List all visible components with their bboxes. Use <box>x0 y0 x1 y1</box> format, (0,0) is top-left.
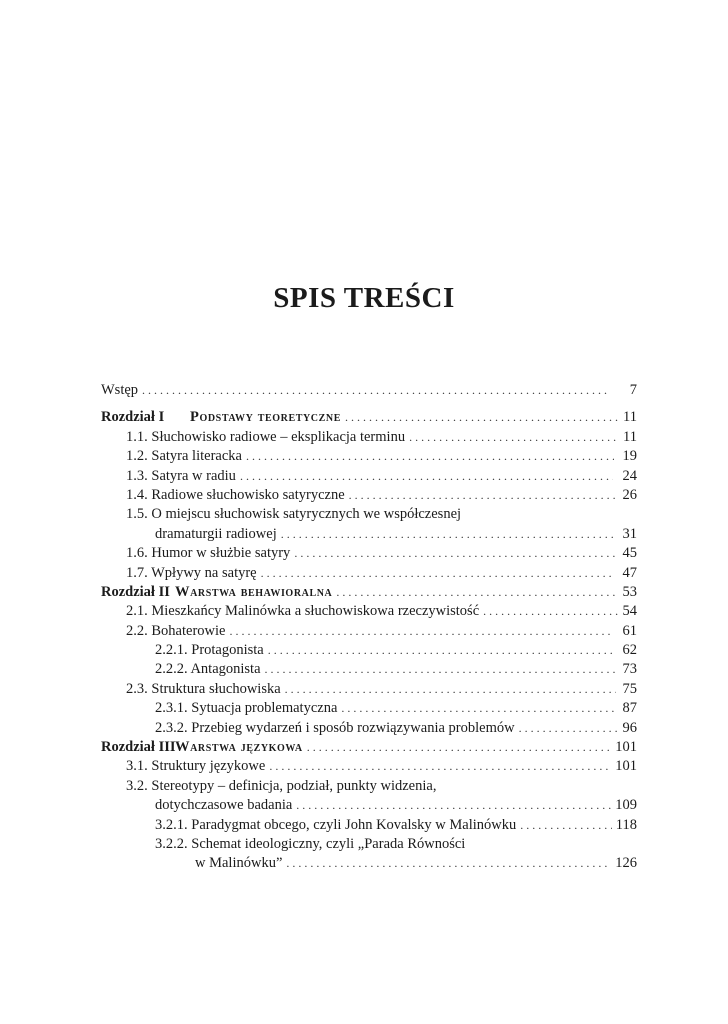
chapter-label: Rozdział II <box>101 583 170 600</box>
table-of-contents <box>101 381 637 874</box>
toc-page-number: 31 <box>622 525 637 542</box>
toc-entry-label: 2.3.1. Sytuacja problematyczna <box>155 700 338 717</box>
leader-dots <box>519 719 619 738</box>
toc-entry-1-2[interactable] <box>101 447 637 466</box>
toc-entry-label: 1.4. Radiowe słuchowisko satyryczne <box>126 486 345 503</box>
chapter-label: Rozdział I <box>101 409 165 426</box>
toc-page-number: 75 <box>622 680 637 697</box>
toc-page-number: 101 <box>615 739 637 756</box>
toc-page-number: 53 <box>622 583 637 600</box>
toc-entry-label-continued: dramaturgii radiowej <box>155 525 277 542</box>
toc-entry-2-3-2[interactable] <box>101 719 637 738</box>
leader-dots <box>229 622 612 641</box>
toc-entry-2-3[interactable] <box>101 680 637 699</box>
toc-chapter-3[interactable] <box>101 738 637 757</box>
leader-dots <box>520 816 612 835</box>
toc-entry-label: 2.1. Mieszkańcy Malinówka a słuchowiskowa rzeczywistość <box>126 603 480 620</box>
toc-entry-2-2[interactable] <box>101 622 637 641</box>
toc-entry-label: 3.2. Stereotypy – definicja, podział, punkty widzenia, <box>126 777 437 794</box>
toc-page-number: 7 <box>629 381 637 398</box>
leader-dots <box>409 428 619 447</box>
toc-entry-label: 1.5. O miejscu słuchowisk satyrycznych we współczesnej <box>126 506 462 523</box>
toc-entry-3-2-2-line2[interactable] <box>101 854 637 873</box>
toc-entry-1-4[interactable] <box>101 486 637 505</box>
chapter-title: Warstwa językowa <box>175 739 303 756</box>
toc-entry-label: 1.1. Słuchowisko radiowe – eksplikacja terminu <box>126 428 406 445</box>
toc-page-number: 47 <box>622 564 637 581</box>
toc-entry-label: 2.2.1. Protagonista <box>155 642 264 659</box>
toc-chapter-1[interactable] <box>101 408 637 427</box>
toc-page-number: 101 <box>615 758 637 775</box>
toc-entry-label: 2.3. Struktura słuchowiska <box>126 680 281 697</box>
chapter-title: Podstawy teoretyczne <box>190 409 341 426</box>
toc-page-number: 11 <box>623 428 637 445</box>
toc-entry-label: 2.3.2. Przebieg wydarzeń i sposób rozwiązywania problemów <box>155 719 515 736</box>
leader-dots <box>345 408 619 427</box>
toc-entry-3-2-1[interactable] <box>101 816 637 835</box>
toc-entry-label: Wstęp <box>101 381 139 398</box>
toc-page-number: 11 <box>623 409 637 426</box>
chapter-title: Warstwa behawioralna <box>175 583 333 600</box>
leader-dots <box>265 660 615 679</box>
toc-entry-label: 3.1. Struktury językowe <box>126 758 266 775</box>
toc-page-number: 126 <box>615 855 637 872</box>
leader-dots <box>296 796 611 815</box>
toc-entry-3-2-line1[interactable] <box>101 777 637 796</box>
leader-dots <box>269 757 611 776</box>
leader-dots <box>261 564 615 583</box>
leader-dots <box>240 467 613 486</box>
toc-page-number: 109 <box>615 797 637 814</box>
leader-dots <box>307 738 612 757</box>
toc-page-number: 19 <box>622 448 637 465</box>
toc-entry-label-continued: dotychczasowe badania <box>155 797 293 814</box>
toc-entry-label: 1.7. Wpływy na satyrę <box>126 564 257 581</box>
toc-entry-2-2-2[interactable] <box>101 660 637 679</box>
page-title: SPIS TREŚCI <box>273 282 455 314</box>
toc-entry-label: 2.2.2. Antagonista <box>155 661 261 678</box>
leader-dots <box>142 381 608 400</box>
toc-entry-2-3-1[interactable] <box>101 699 637 718</box>
leader-dots <box>341 699 618 718</box>
toc-entry-3-2-line2[interactable] <box>101 796 637 815</box>
toc-page-number: 45 <box>622 545 637 562</box>
leader-dots <box>246 447 614 466</box>
toc-page-number: 87 <box>622 700 637 717</box>
toc-entry-label: 2.2. Bohaterowie <box>126 622 226 639</box>
toc-entry-label: 3.2.2. Schemat ideologiczny, czyli „Parada Równości <box>155 835 466 852</box>
toc-entry-3-2-2-line1[interactable] <box>101 835 637 854</box>
toc-page-number: 96 <box>622 719 637 736</box>
toc-page-number: 26 <box>622 486 637 503</box>
toc-entry-label: 1.3. Satyra w radiu <box>126 467 236 484</box>
toc-entry-intro[interactable] <box>101 381 637 400</box>
leader-dots <box>286 854 611 873</box>
leader-dots <box>281 525 616 544</box>
toc-page-number: 24 <box>622 467 637 484</box>
toc-entry-1-1[interactable] <box>101 428 637 447</box>
toc-page-number: 73 <box>622 661 637 678</box>
leader-dots <box>294 544 616 563</box>
toc-entry-2-2-1[interactable] <box>101 641 637 660</box>
toc-page-number: 118 <box>615 816 637 833</box>
chapter-label: Rozdział III <box>101 739 176 756</box>
leader-dots <box>349 486 619 505</box>
toc-entry-label: 1.2. Satyra literacka <box>126 448 242 465</box>
toc-entry-label: 1.6. Humor w służbie satyry <box>126 545 291 562</box>
toc-page-number: 54 <box>622 603 637 620</box>
toc-entry-1-7[interactable] <box>101 564 637 583</box>
toc-entry-3-1[interactable] <box>101 757 637 776</box>
toc-entry-label-continued: w Malinówku” <box>195 855 283 872</box>
toc-entry-2-1[interactable] <box>101 602 637 621</box>
leader-dots <box>336 583 618 602</box>
toc-entry-1-3[interactable] <box>101 467 637 486</box>
toc-page-number: 61 <box>622 622 637 639</box>
toc-entry-1-5-line1[interactable] <box>101 505 637 524</box>
toc-entry-label: 3.2.1. Paradygmat obcego, czyli John Kovalsky w Malinówku <box>155 816 517 833</box>
toc-entry-1-5-line2[interactable] <box>101 525 637 544</box>
leader-dots <box>483 602 618 621</box>
leader-dots <box>268 641 615 660</box>
leader-dots <box>285 680 616 699</box>
toc-page-number: 62 <box>622 642 637 659</box>
toc-chapter-2[interactable] <box>101 583 637 602</box>
toc-entry-1-6[interactable] <box>101 544 637 563</box>
